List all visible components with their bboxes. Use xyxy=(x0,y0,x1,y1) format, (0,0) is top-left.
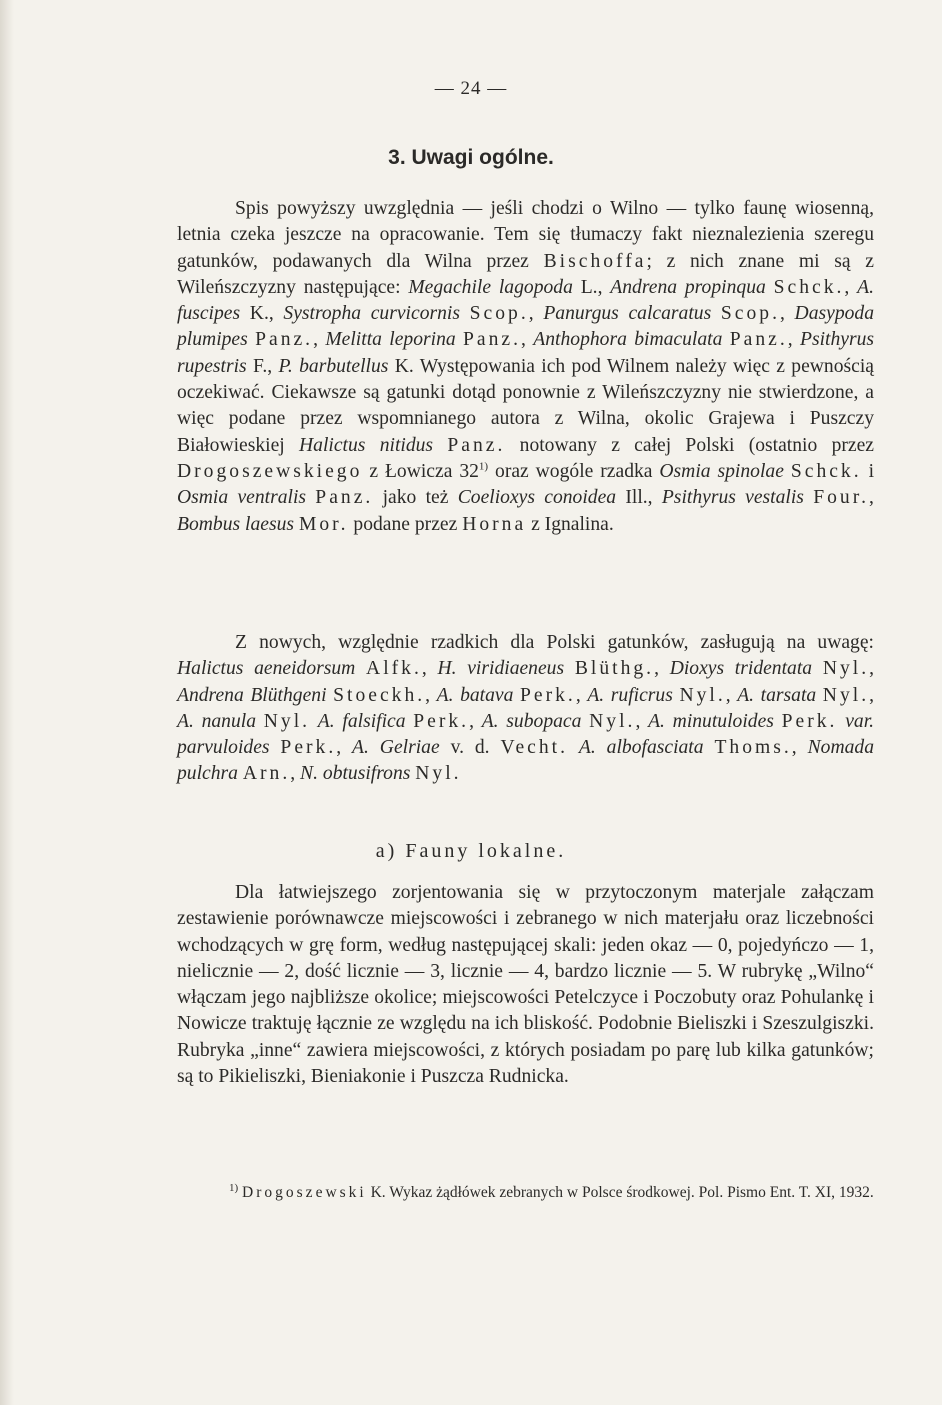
text-run xyxy=(704,737,715,758)
species-name: A. Gelriae xyxy=(352,737,440,759)
species-name: A. minutuloides xyxy=(648,710,774,732)
text-run xyxy=(766,277,774,298)
page-binding-shadow xyxy=(0,0,14,1405)
author-name: Nyl. xyxy=(822,684,870,706)
species-name: H. viridiaeneus xyxy=(437,658,565,680)
body-paragraph-2 xyxy=(177,630,874,788)
species-name: A. batava xyxy=(436,684,514,706)
text-run: , xyxy=(869,487,874,509)
species-name: Panurgus calcaratus xyxy=(543,303,712,325)
author-name: Mor. xyxy=(298,513,349,535)
text-run xyxy=(306,487,315,508)
author-name: Nyl. xyxy=(415,763,462,785)
species-name: P. barbutellus xyxy=(278,355,389,377)
text-run xyxy=(460,303,470,324)
text-run: jako też xyxy=(373,487,458,509)
text-run: , xyxy=(779,303,795,325)
species-name: A. albofasciata xyxy=(578,737,704,759)
text-run xyxy=(816,685,823,706)
author-name: Scop. xyxy=(469,303,529,325)
body-paragraph-1 xyxy=(177,196,874,538)
text-run: , xyxy=(791,737,808,759)
text-run xyxy=(456,329,463,350)
text-run: podane przez xyxy=(348,513,463,535)
text-run: v. d. xyxy=(439,737,501,759)
author-name: Panz. xyxy=(463,329,522,351)
text-run: i xyxy=(861,460,875,482)
species-name: A. nanula xyxy=(177,710,257,732)
species-name: Dasypoda plumipes xyxy=(177,303,875,351)
text-run: , xyxy=(575,684,588,706)
text-run xyxy=(564,658,575,679)
author-name: Vecht. xyxy=(500,737,568,759)
footnote-marker: 1) xyxy=(478,460,489,473)
text-run xyxy=(581,711,589,732)
author-name: Perk. xyxy=(520,684,576,706)
author-name: Schck. xyxy=(790,460,862,482)
text-run: , xyxy=(844,276,858,298)
text-run xyxy=(355,658,366,679)
species-name: Systropha curvicornis xyxy=(283,303,460,325)
text-run xyxy=(433,435,447,456)
text-run: , xyxy=(425,684,437,706)
text-run: K. Występowania ich pod Wilnem należy więc z pewnością oczekiwać. Ciekawsze są gatunki dotąd ponownie z Wileńszczyzny nie stwierdzone, a więc podane przez wspomnianego autora z Wilna, okolic Grajewa i Puszczy Białowieskiej xyxy=(177,355,874,456)
species-name: var. parvuloides xyxy=(177,710,875,759)
text-run: z Łowicza 32 xyxy=(362,460,479,482)
author-name: Thoms. xyxy=(714,737,792,759)
author-name: Schck. xyxy=(773,276,845,298)
text-run: oraz wogóle rzadka xyxy=(488,460,660,482)
author-name: Perk. xyxy=(413,710,470,732)
text-run xyxy=(568,737,579,758)
text-run: Spis powyższy uwzględnia — jeśli chodzi o Wilno — tylko faunę wiosenną, letnia czeka jeszcze na opracowanie. Tem się tłumaczy fakt nieznalezienia szeregu gatunków, podawanych dla Wilna przez xyxy=(177,198,874,272)
page-number: — 24 — xyxy=(434,78,508,99)
footnote xyxy=(177,1182,874,1204)
text-run: , xyxy=(313,329,326,351)
text-run xyxy=(722,329,729,350)
species-name: Andrena Blüthgeni xyxy=(177,684,327,706)
author-name: Nyl. xyxy=(822,658,870,680)
text-run xyxy=(812,658,823,679)
species-name: Megachile lagopoda xyxy=(408,276,573,298)
text-run xyxy=(711,303,721,324)
author-name: Blüthg. xyxy=(574,658,655,680)
paragraph-text xyxy=(177,630,874,788)
text-run: L., xyxy=(572,276,611,298)
text-run: , xyxy=(869,658,875,680)
author-name: Panz. xyxy=(447,434,506,456)
text-run xyxy=(784,461,791,482)
text-run: , xyxy=(654,658,670,680)
text-run: z Ignalina. xyxy=(526,513,614,535)
text-run: , xyxy=(528,303,544,325)
text-run: , xyxy=(336,737,353,759)
text-run: , xyxy=(521,329,534,351)
text-run: , xyxy=(421,658,438,680)
text-run: K., xyxy=(240,303,284,325)
species-name: Osmia ventralis xyxy=(177,487,307,509)
species-name: Bombus laesus xyxy=(177,513,295,535)
author-name: Scop. xyxy=(720,303,780,325)
species-name: Osmia spinolae xyxy=(659,460,784,482)
footnote-marker: 1) xyxy=(229,1181,239,1194)
author-name: Nyl. xyxy=(589,710,636,732)
text-run: notowany z całej Polski (ostatnio przez xyxy=(505,434,874,456)
text-run: , xyxy=(725,684,738,706)
paragraph-text xyxy=(177,196,874,538)
author-name: Panz. xyxy=(315,487,374,509)
text-run: , xyxy=(635,710,649,732)
subsection-heading: a) Fauny lokalne. xyxy=(375,840,567,862)
author-name: Perk. xyxy=(280,737,337,759)
species-name: Dioxys tridentata xyxy=(669,658,813,680)
footnote-text xyxy=(177,1182,874,1204)
species-name: Melitta leporina xyxy=(325,329,456,351)
author-name: Nyl. xyxy=(263,710,311,732)
text-run xyxy=(248,329,255,350)
text-run: F., xyxy=(246,355,279,377)
author-name: Bischoffa xyxy=(543,250,647,272)
paragraph-text xyxy=(177,880,874,1090)
author-name: Panz. xyxy=(729,329,788,351)
text-run: , xyxy=(290,763,301,785)
text-run: , xyxy=(869,684,874,706)
species-name: Halictus nitidus xyxy=(299,434,434,456)
author-name: Arn. xyxy=(242,763,291,785)
section-heading: 3. Uwagi ogólne. xyxy=(388,146,554,169)
author-name: Panz. xyxy=(255,329,314,351)
species-name: Andrena propinqua xyxy=(610,276,766,298)
species-name: Halictus aeneidorsum xyxy=(177,658,356,680)
text-run: , xyxy=(787,329,800,351)
text-run xyxy=(310,711,318,732)
text-run: Ill., xyxy=(616,487,662,509)
author-name: Alfk. xyxy=(366,658,422,680)
text-run xyxy=(256,711,264,732)
author-name: Drogoszewski xyxy=(242,1184,367,1201)
text-run xyxy=(270,737,281,758)
species-name: N. obtusifrons xyxy=(300,763,411,785)
text-run: Dla łatwiejszego zorjentowania się w przytoczonym materjale załączam zestawienie porównawcze miejscowości i zebranego w nich materjału oraz liczebności wchodzących w grę form, według następującej skali: jeden okaz — 0, pojedyńczo — 1, nielicznie — 2, dość licznie — 3, licznie — 4, bardzo licznie — 5. W rubrykę „Wilno“ włączam jego najbliższe okolice; miejscowości Petelczyce i Poczobuty oraz Pohulankę i Nowicze traktuję łącznie ze względu na ich bliskość. Podobnie Bieliszki i Szeszulgiszki. Rubryka „inne“ zawiera miejscowości, z których posiadam po parę lub kilka gatunków; są to Pikieliszki, Bieniakonie i Puszcza Rudnicka. xyxy=(177,882,874,1088)
author-name: Stoeckh. xyxy=(333,684,426,706)
author-name: Nyl. xyxy=(679,684,726,706)
species-name: A. subopaca xyxy=(481,710,582,732)
species-name: A. fuscipes xyxy=(177,276,875,325)
species-name: A. falsifica xyxy=(317,710,406,732)
species-name: A. tarsata xyxy=(737,684,817,706)
species-name: Anthophora bimaculata xyxy=(533,329,723,351)
text-run: Z nowych, względnie rzadkich dla Polski gatunków, zasługują na uwagę: xyxy=(235,632,874,653)
author-name: Horna xyxy=(462,513,527,535)
author-name: Four. xyxy=(813,487,870,509)
author-name: Perk. xyxy=(781,710,838,732)
text-run: ; z nich znane mi są z Wileńszczyzny następujące: xyxy=(177,250,875,298)
body-paragraph-3 xyxy=(177,880,874,1090)
species-name: A. ruficrus xyxy=(587,684,673,706)
author-name: Drogoszewskiego xyxy=(177,460,363,482)
species-name: Coelioxys conoidea xyxy=(457,487,617,509)
text-run xyxy=(774,711,782,732)
species-name: Psithyrus vestalis xyxy=(661,487,804,509)
text-run: , xyxy=(469,710,482,732)
text-run: K. Wykaz żądłówek zebranych w Polsce środkowej. Pol. Pismo Ent. T. XI, 1932. xyxy=(366,1184,874,1201)
text-run xyxy=(804,487,813,508)
species-name: Psithyrus rupestris xyxy=(177,329,875,377)
species-name: Nomada pulchra xyxy=(177,737,874,785)
